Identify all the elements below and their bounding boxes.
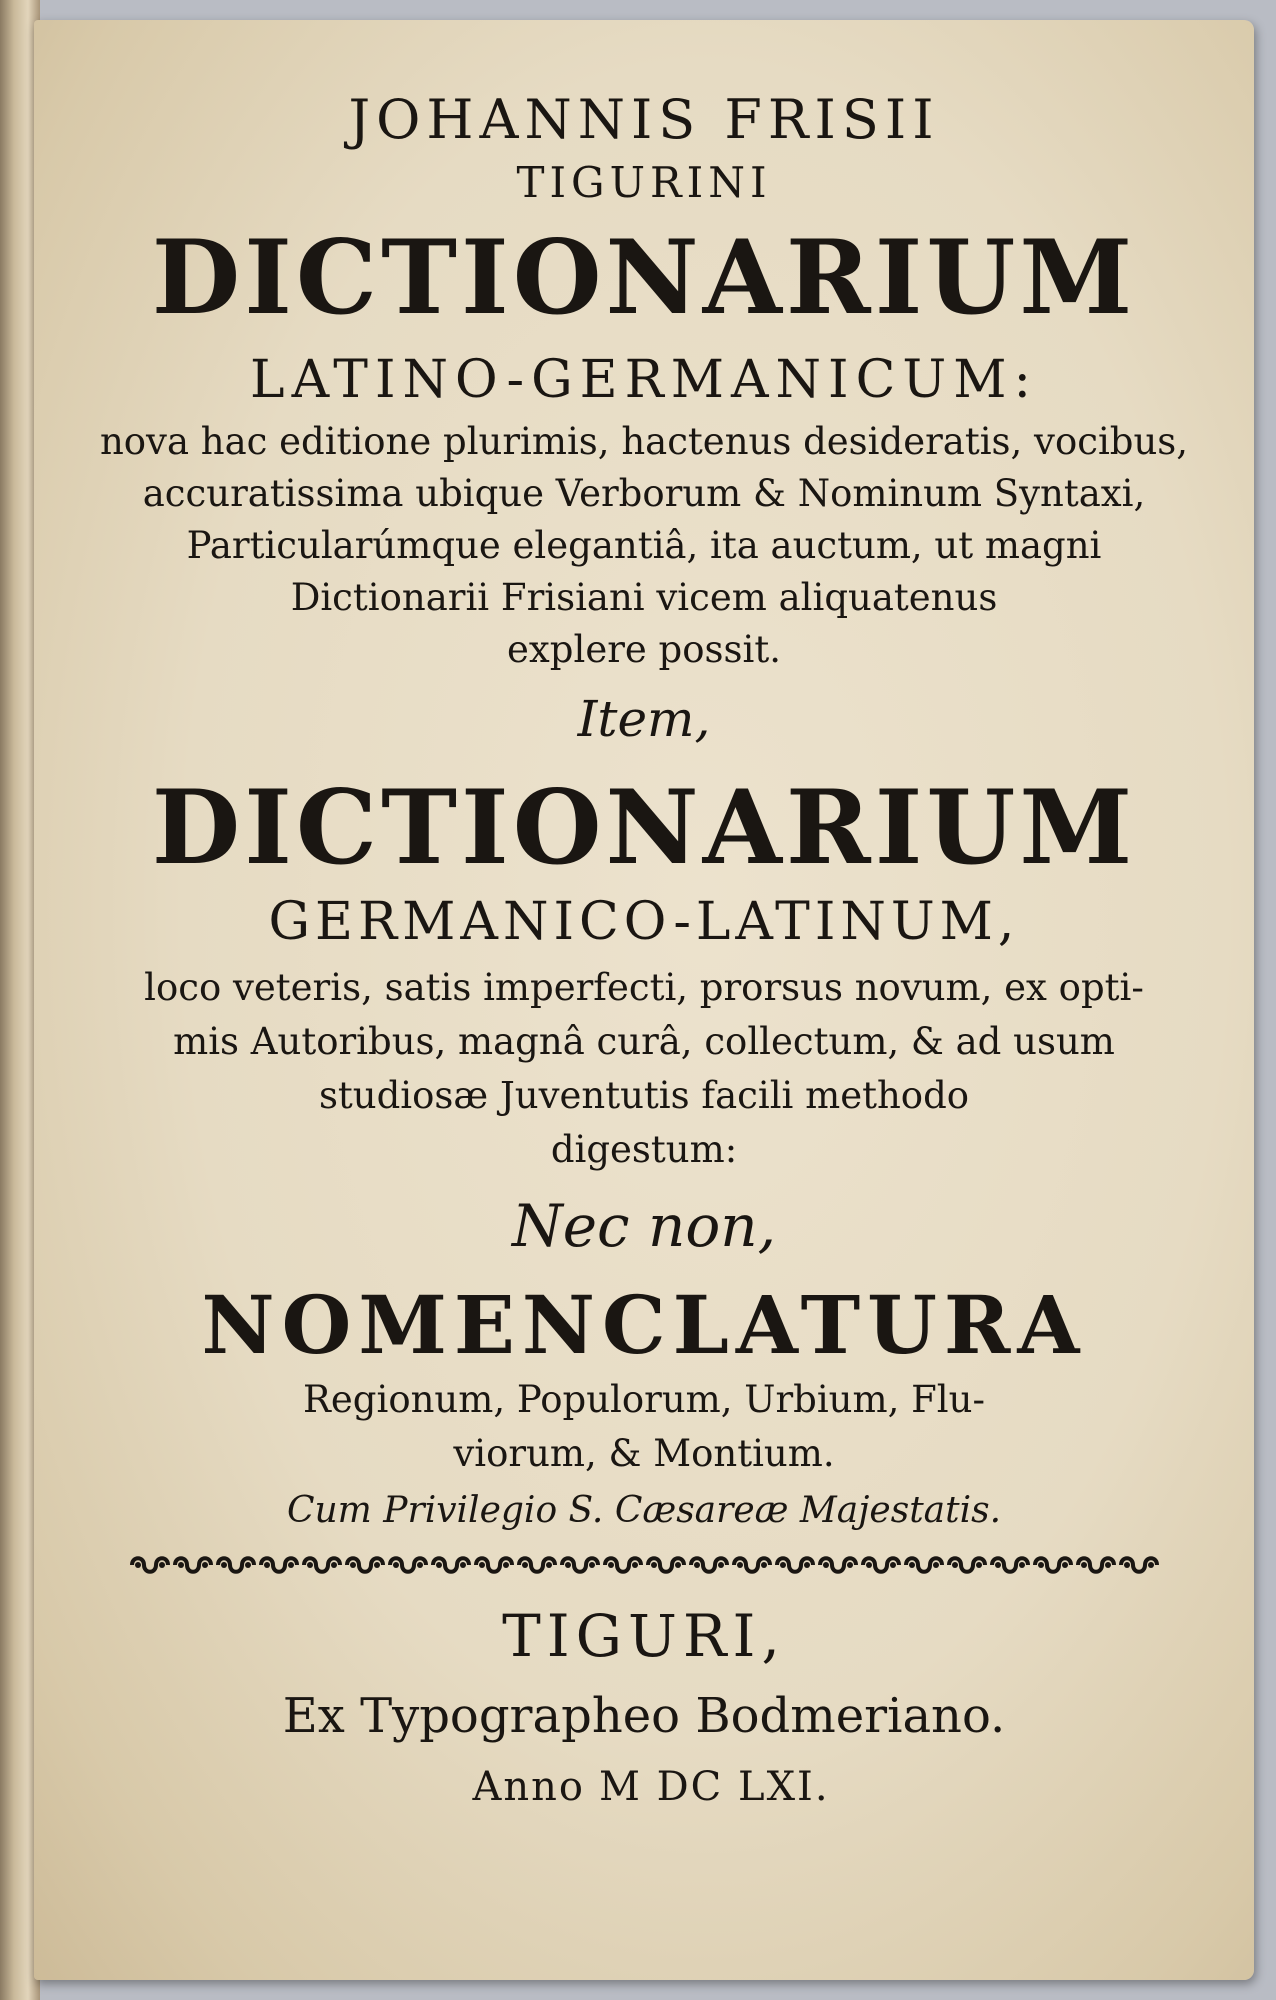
- place-of-printing: TIGURI,: [502, 1602, 786, 1670]
- author-origin: TIGURINI: [516, 158, 772, 207]
- description-line: Dictionarii Frisiani vicem aliquatenus: [290, 576, 998, 619]
- description-line: nova hac editione plurimis, hactenus desideratis, vocibus,: [99, 420, 1189, 463]
- author-name: JOHANNIS FRISII: [348, 88, 940, 151]
- description2-line: loco veteris, satis imperfecti, prorsus novum, ex opti-: [144, 966, 1144, 1009]
- printer-line: Ex Typographeo Bodmeriano.: [282, 1688, 1006, 1744]
- description-line: Particularúmque elegantiâ, ita auctum, ut magni: [186, 524, 1102, 567]
- subtitle-2: GERMANICO-LATINUM,: [268, 892, 1020, 952]
- description2-line: mis Autoribus, magnâ curâ, collectum, & ad usum: [173, 1020, 1115, 1063]
- main-title-2: DICTIONARIUM: [151, 768, 1137, 888]
- ornament-rule: [128, 1552, 1160, 1578]
- description3-line: Regionum, Populorum, Urbium, Flu-: [303, 1378, 985, 1421]
- description2-line: digestum:: [550, 1128, 738, 1171]
- year-value: M DC LXI.: [598, 1764, 830, 1810]
- year-label: Anno: [472, 1764, 585, 1810]
- nec-non-heading: Nec non,: [511, 1192, 777, 1260]
- subtitle-1: LATINO-GERMANICUM:: [250, 350, 1038, 410]
- description-line: explere possit.: [507, 628, 781, 671]
- item-heading: Item,: [577, 690, 711, 748]
- description2-line: studiosæ Juventutis facili methodo: [318, 1074, 970, 1117]
- description3-line: viorum, & Montium.: [453, 1432, 835, 1475]
- main-title-1: DICTIONARIUM: [151, 218, 1137, 338]
- main-title-3: NOMENCLATURA: [201, 1278, 1087, 1372]
- description-line: accuratissima ubique Verborum & Nominum Syntaxi,: [142, 472, 1146, 515]
- privilege-line: Cum Privilegio S. Cæsareæ Majestatis.: [286, 1490, 1002, 1531]
- imprint-year: [34, 1764, 1254, 1810]
